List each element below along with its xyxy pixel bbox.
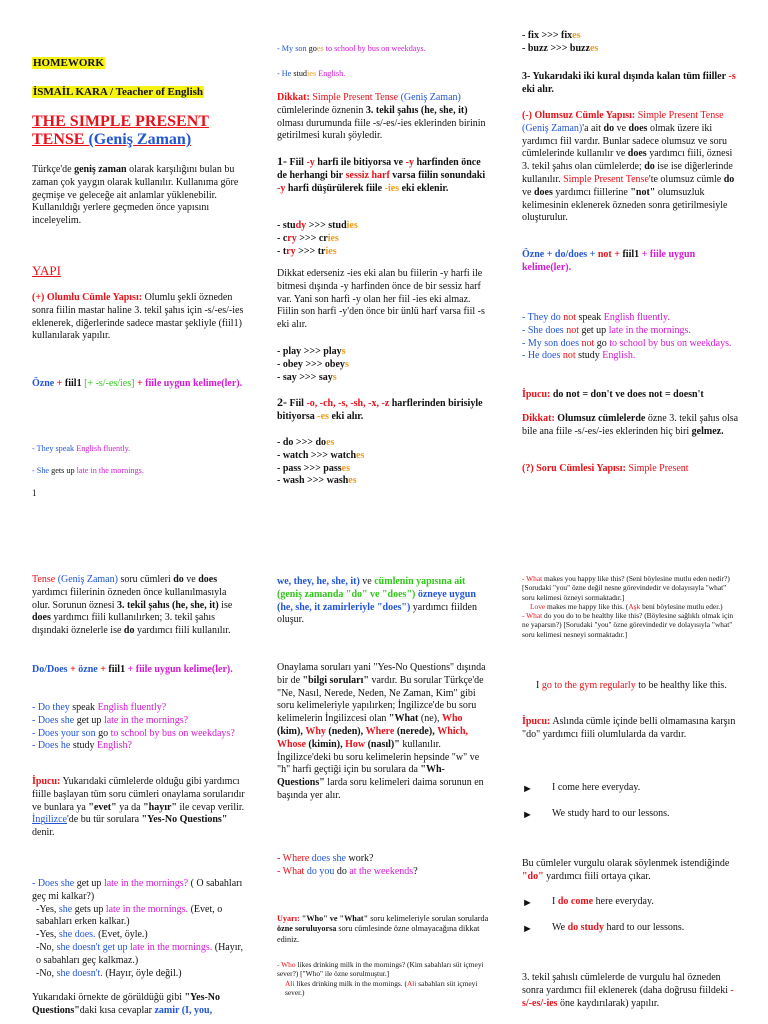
- page2-column-3: [522, 512, 740, 1024]
- example-try: - try >>> tries: [277, 245, 337, 257]
- who-examples: [277, 960, 489, 997]
- question-examples: [32, 702, 246, 753]
- wh-example-where: - Where does she work?: [277, 853, 374, 864]
- what-subject-answer: Love makes me happy like this. (Aşk beni böylesine mutlu eder.): [530, 601, 723, 611]
- wh-questions-paragraph: Onaylama soruları yani "Yes-No Questions" dışında bir de "bilgi soruları" vardır. Bu sorular Türkçe'de "Ne, Nasıl, Nerede, Neden, Ne Zaman, Kim" gibi soru kelimeleriyle yapılırken; İngilizce'de bu soru kelimelerin İngilizcesi olan "What (ne), Who (kim), Why (neden), Where (nerede), Which, Whose (kimin), How (nasıl)" kullanılır. İngilizce'deki bu soru kelimelerin hepsinde "w" ve "h" harfi geçtiği için bu sorulara da "Wh- Questions" larda soru kelimeleri daima sorunun en başında yer alır.: [277, 662, 486, 801]
- what-subject-question: - What makes you happy like this? (Seni böylesine mutlu eden nedir?) [Sorudaki "you" özne değil nesne görevindedir ve dolayısıyla "what" soru kelimesi özneyi sormaktadır.]: [522, 574, 730, 602]
- example-obey: - obey >>> obeys: [277, 358, 349, 370]
- example-study: - study >>> studies: [277, 220, 358, 231]
- answer-question: - Does she get up late in the mornings? ( O sabahları geç mi kalkar?): [32, 878, 243, 902]
- question-she: - Does she get up late in the mornings?: [32, 714, 189, 726]
- page-number: 1: [32, 488, 37, 498]
- wh-example-what: - What do you do at the weekends?: [277, 865, 418, 877]
- page1-column-1: [32, 0, 246, 512]
- page-2: [0, 512, 768, 1024]
- page1-column-3: [522, 0, 740, 512]
- arrow-bullet-icon: ►: [522, 897, 533, 909]
- question-your-son: - Does your son go to school by bus on weekdays?: [32, 727, 235, 739]
- bullet-we-do-study: ► We do study hard to our lessons.: [522, 922, 685, 935]
- olumlu-formula: Özne + fiil1 [+ -s/-es/ies] + fiile uygun kelime(ler).: [32, 378, 243, 389]
- third-person-emphasis: 3. tekil şahıslı cümlelerde de vurgulu hal özneden sonra yardımcı fiil eklenerek (daha doğrusu fiildeki -s/-es/-ies öne kaydırılarak) yapılır.: [522, 972, 734, 1009]
- example-my-son-goes: - My son goes to school by bus on weekdays.: [277, 44, 426, 53]
- example-say: - say >>> says: [277, 371, 337, 383]
- what-object-question: - What do you do to be healthy like this? (Böylesine sağlıklı olmak için ne yaparsın?) [Sorudaki "you" özne görevindedir ve dolayısıyla "what" soru kelimesi nesneyi sormaktadır.]: [522, 611, 734, 639]
- example-pass: - pass >>> passes: [277, 462, 350, 474]
- bullet-i-do-come: ► I do come here everyday.: [522, 896, 654, 909]
- page2-column-1: [32, 512, 246, 1024]
- who-example-answer: Ali likes drinking milk in the mornings. (Ali sabahları süt içmeyi sever.): [285, 978, 478, 997]
- rule-1: 1- Fiil -y harfi ile bitiyorsa ve -y harfinden önce de herhangi bir sessiz harf varsa fiilin sonundaki -y harfi düşürülerek fiile -ies eki eklenir.: [277, 154, 486, 194]
- arrow-bullet-icon: ►: [522, 923, 533, 935]
- olumsuz-paragraph: (-) Olumsuz Cümle Yapısı: Simple Present Tense (Geniş Zaman)'a ait do ve does olmak üzere iki yardımcı fiil vardır. Bunlar sadece olumsuz ve soru cümlelerinde kullanılır ve does yardımcı fiili, öznesi 3. tekil şahıs olan cümlelerde; do ise ise diğerlerinde kullanılır. Simple Present Tense'te olumsuz cümle do ve does yardımcı fiillerine "not" olumsuzluk kelimesinin eklenerek özneden sonra getirilmesiyle oluşturulur.: [522, 110, 735, 224]
- author-label: İSMAİL KARA / Teacher of English: [33, 86, 204, 98]
- yapi-heading: YAPI: [32, 263, 61, 278]
- soru-heading: (?) Soru Cümlesi Yapısı: Simple Present: [522, 463, 689, 474]
- page1-column-2: [277, 0, 489, 512]
- dikkat-2-paragraph: Dikkat ederseniz -ies eki alan bu fiilerin -y harfi ile bitmesi dışında -y harfinden önce de bir sessiz harf var. Yani son harfi -y olan her fiil -ies eki almaz. Fiilin son harfi -y'den önce bir ünlü harf varsa fiil -s eki alır.: [277, 268, 485, 331]
- arrow-bullet-icon: ►: [522, 783, 533, 795]
- rule-2: 2- Fiil -o, -ch, -s, -sh, -x, -z harflerinden birisiyle bitiyorsa -es eki alır.: [277, 395, 483, 422]
- uyari-paragraph: Uyarı: "Who" ve "What" soru kelimeleriyle sorulan sorularda özne soruluyorsa soru cümlesinde özne olmayacağına dikkat ediniz.: [277, 914, 489, 944]
- olumsuz-formula: Özne + do/does + not + fiil1 + fiile uygun kelime(ler).: [522, 249, 696, 273]
- es-examples: [277, 437, 489, 488]
- bullet-we-study: ► We study hard to our lessons.: [522, 808, 670, 821]
- wh-examples: [277, 853, 489, 879]
- homework-label: HOMEWORK: [33, 57, 104, 69]
- answer-examples: [32, 878, 246, 980]
- example-buzz: - buzz >>> buzzes: [522, 42, 599, 54]
- question-they: - Do they speak English fluently?: [32, 702, 167, 713]
- y-examples: [277, 220, 489, 258]
- example-watch: - watch >>> watches: [277, 449, 365, 461]
- negative-example-he: - He does not study English.: [522, 350, 636, 362]
- vurgu-paragraph: Bu cümleler vurgulu olarak söylenmek istendiğinde "do" yardımcı fiili ortaya çıkar.: [522, 858, 730, 882]
- answer-yes-long: -Yes, she gets up late in the mornings. (Evet, o sabahları erken kalkar.): [36, 903, 223, 928]
- s-examples: [277, 346, 489, 384]
- what-object-answer: I go to the gym regularly to be healthy like this.: [536, 680, 727, 691]
- answer-yes-short: -Yes, she does. (Evet, öyle.): [36, 929, 148, 941]
- example-play: - play >>> plays: [277, 346, 346, 357]
- arrow-bullet-icon: ►: [522, 809, 533, 821]
- who-example-question: - Who likes drinking milk in the mornings? (Kim sabahları süt içmeyi sever?) ["Who" ile özne sorulmuştur.]: [277, 960, 484, 979]
- negative-example-she: - She does not get up late in the mornings.: [522, 324, 691, 336]
- page2-column-2: [277, 512, 489, 1024]
- intro-paragraph: Türkçe'de geniş zaman olarak karşılığını bulan bu zaman çok yaygın olarak kullanılır. Kullanıma göre geçmişe ve geleceğe ait anlamlar yüklenebilir. Kullanıldığı yerlere geçmeden önce yapısını inceleyelim.: [32, 164, 239, 227]
- page-title: THE SIMPLE PRESENT TENSE (Geniş Zaman): [32, 113, 209, 149]
- es-examples-cont: [522, 30, 740, 56]
- dikkat-paragraph: Dikkat: Simple Present Tense (Geniş Zaman) cümlelerinde öznenin 3. tekil şahıs (he, she, it) olması durumunda fiile -s/-es/-ies eklerinden birinin getirilmesi kuralı şöyledir.: [277, 92, 486, 142]
- example-they-speak: - They speak English fluently.: [32, 444, 131, 453]
- olumlu-paragraph: (+) Olumlu Cümle Yapısı: Olumlu şekli özneden sonra fiilin mastar haline 3. tekil şahıs için -s/-es/-ies eklenerek, diğerlerinde sadece mastar şekliyle (fiil1) kullanılarak yapılır.: [32, 292, 244, 342]
- negative-examples: [522, 312, 740, 363]
- short-answer-paragraph: Yukarıdaki örnekte de görüldüğü gibi "Yes-No Questions"daki kısa cevaplar zamir (I, you,: [32, 992, 221, 1016]
- question-he: - Does he study English?: [32, 740, 132, 752]
- soru-formula: Do/Does + özne + fiil1 + fiile uygun kelime(ler).: [32, 664, 233, 675]
- example-cry: - cry >>> cries: [277, 232, 339, 244]
- ipucu-yes-no: İpucu: Yukarıdaki cümlelerde olduğu gibi yardımcı fiille başlayan tüm soru cümleri onaylama sorularıdır ve bunlara ya "evet" ya da "hayır" ile cevap verilir. İngilizce'de bu tür sorulara "Yes-No Questions" denir.: [32, 776, 245, 839]
- ipucu-do-positive: İpucu: Aslında cümle içinde belli olmamasına karşın "do" yardımcı fiili olumlularda da vardır.: [522, 716, 736, 740]
- soru-paragraph: Tense (Geniş Zaman) soru cümleri do ve does yardımcı fiilerinin özneden önce kullanılmasıyla olur. Sorunun öznesi 3. tekil şahıs (he, she, it) ise does yardımcı fiili kullanılırken; 3. tekil şahıs dışındaki öznelerle ise do yardımcı fiili kullanılır.: [32, 574, 233, 637]
- bullet-i-come: ► I come here everyday.: [522, 782, 641, 795]
- answer-no-short: -No, she doesn't. (Hayır, öyle değil.): [36, 967, 182, 979]
- short-answer-cont: we, they, he, she, it) ve cümlenin yapısına ait (geniş zamanda "do" ve "does") özneye uygun (he, she, it zamirleriyle "does") yardımcı fiilden oluşur.: [277, 576, 477, 626]
- rule-3: 3- Yukarıdaki iki kural dışında kalan tüm fiiller -s eki alır.: [522, 71, 736, 95]
- example-he-studies: - He studies English.: [277, 69, 346, 78]
- example-wash: - wash >>> washes: [277, 475, 357, 487]
- negative-example-they: - They do not speak English fluently.: [522, 312, 670, 323]
- ipucu-contractions: İpucu: do not = don't ve does not = doesn't: [522, 389, 704, 400]
- dikkat-negative: Dikkat: Olumsuz cümlelerde özne 3. tekil şahıs olsa bile ana fiile -s/-es/-ies eklerinden hiç biri gelmez.: [522, 413, 739, 437]
- example-she-gets-up: - She gets up late in the mornings.: [32, 466, 144, 475]
- what-examples: [522, 574, 740, 639]
- example-do: - do >>> does: [277, 437, 335, 448]
- negative-example-my-son: - My son does not go to school by bus on weekdays.: [522, 337, 732, 349]
- answer-no-long: -No, she doesn't get up late in the mornings. (Hayır, o sabahları geç kalkmaz.): [36, 941, 243, 966]
- example-fix: - fix >>> fixes: [522, 30, 581, 41]
